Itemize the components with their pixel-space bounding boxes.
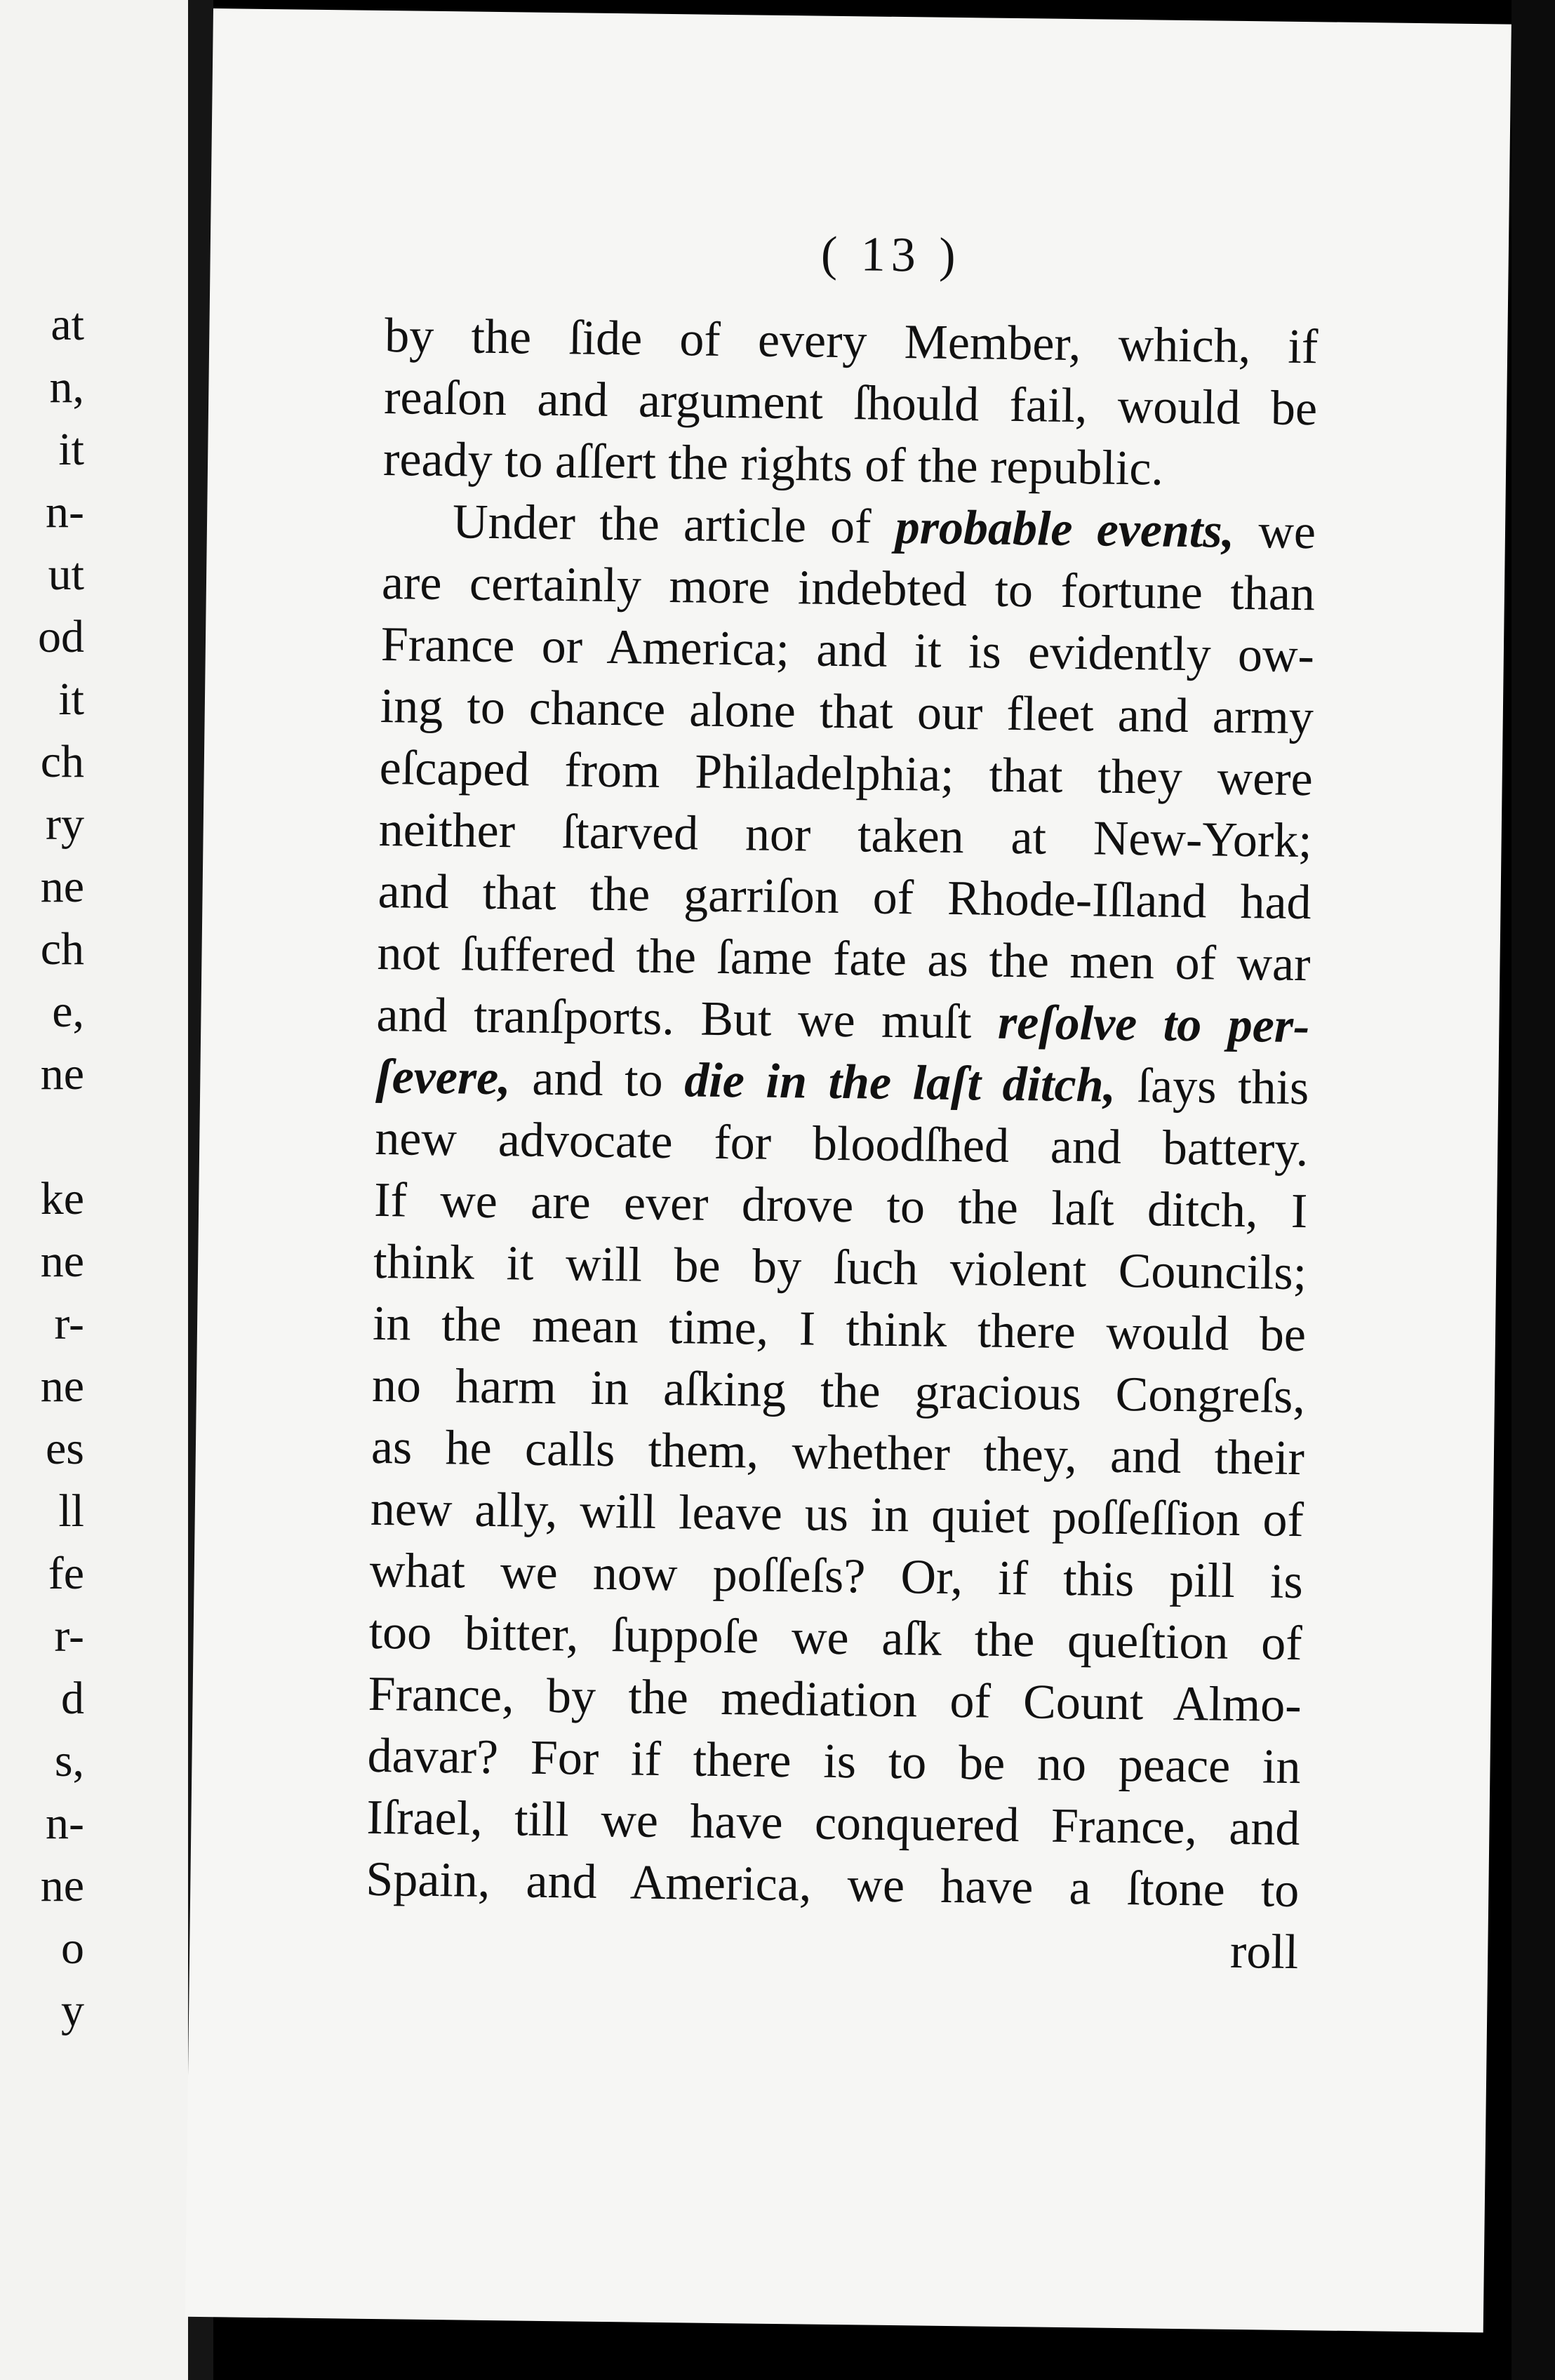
text-line: Under the article of probable events, we <box>452 495 1316 560</box>
fragment: at <box>51 299 84 350</box>
page-number: ( 13 ) <box>820 227 962 283</box>
italic-phrase: probable events, <box>895 500 1235 559</box>
fragment: ch <box>40 923 84 975</box>
text-line: new ally, will leave us in quiet poſſeſſion of <box>370 1481 1304 1548</box>
fragment: it <box>58 674 84 725</box>
fragment: es <box>46 1423 84 1474</box>
fragment: ne <box>40 1860 84 1911</box>
fragment: ry <box>46 798 84 850</box>
text-line: in the mean time, I think there would be <box>372 1296 1307 1363</box>
fragment: y <box>61 1985 84 2036</box>
text-line: France or America; and it is evidently ow- <box>380 617 1315 683</box>
text-line: eſcaped from Philadelphia; that they were <box>379 740 1314 807</box>
fragment: ne <box>40 1236 84 1287</box>
text-line: Spain, and America, we have a ſtone to <box>365 1852 1300 1918</box>
text-line: by the ſide of every Member, which, if <box>384 309 1319 375</box>
text-line: no harm in aſking the gracious Congreſs, <box>371 1358 1306 1424</box>
text-line: are certainly more indebted to fortune than <box>381 555 1316 622</box>
text-line: think it will be by ſuch violent Councils; <box>373 1234 1307 1301</box>
text-line: France, by the mediation of Count Almo- <box>368 1666 1302 1733</box>
fragment: ut <box>48 549 84 600</box>
fragment: o <box>61 1923 84 1974</box>
text-line: reaſon and argument ſhould fail, would be <box>383 370 1318 436</box>
fragment <box>0 1105 84 1168</box>
body-text <box>365 305 1319 1984</box>
fragment: r- <box>54 1610 84 1662</box>
fragment: ke <box>40 1173 84 1224</box>
text-line: what we now poſſeſs? Or, if this pill is <box>369 1543 1304 1610</box>
fragment: n- <box>46 1798 84 1849</box>
text-line: and tranſports. But we muſt reſolve to per- <box>376 987 1310 1054</box>
text-line: ſevere, and to die in the laſt ditch, ſays this <box>375 1049 1309 1116</box>
page-edge <box>1511 0 1555 2380</box>
text-line: If we are ever drove to the laſt ditch, I <box>373 1172 1308 1239</box>
fragment: od <box>38 611 84 662</box>
page <box>185 8 1511 2332</box>
text-line: and that the garriſon of Rhode-Iſland had <box>378 864 1312 930</box>
fragment: fe <box>48 1548 84 1599</box>
text-line: as he calls them, whether they, and their <box>371 1419 1305 1486</box>
fragment: ne <box>40 861 84 912</box>
fragment: e, <box>52 986 84 1037</box>
text-line: davar? For if there is to be no peace in <box>367 1728 1301 1795</box>
catchword: roll <box>1229 1924 1299 1980</box>
fragment: s, <box>54 1735 84 1786</box>
text-line: new advocate for bloodſhed and battery. <box>374 1111 1309 1177</box>
text-line: not ſuffered the ſame fate as the men of war <box>377 925 1311 992</box>
fragment: n- <box>46 486 84 537</box>
italic-phrase: die in the laſt ditch, <box>683 1053 1116 1113</box>
fragment: d <box>61 1673 84 1724</box>
italic-phrase: reſolve to per- <box>997 995 1310 1054</box>
fragment: ne <box>40 1048 84 1099</box>
fragment: ll <box>58 1485 84 1537</box>
fragment: r- <box>54 1298 84 1349</box>
text-line: ready to aſſert the rights of the republic. <box>382 432 1164 496</box>
fragment: it <box>58 424 84 475</box>
text-line: Iſrael, till we have conquered France, and <box>366 1790 1300 1857</box>
text-line: ing to chance alone that our fleet and army <box>380 678 1314 745</box>
text-line: too bitter, ſuppoſe we aſk the queſtion of <box>368 1605 1303 1671</box>
fragment: n, <box>49 361 84 413</box>
italic-phrase: ſevere, <box>375 1049 512 1106</box>
fragment: ne <box>40 1361 84 1412</box>
text-line: neither ſtarved nor taken at New-York; <box>378 802 1313 869</box>
left-page-fragments <box>0 293 84 2042</box>
left-page-margin <box>0 0 188 2380</box>
fragment: ch <box>40 736 84 787</box>
